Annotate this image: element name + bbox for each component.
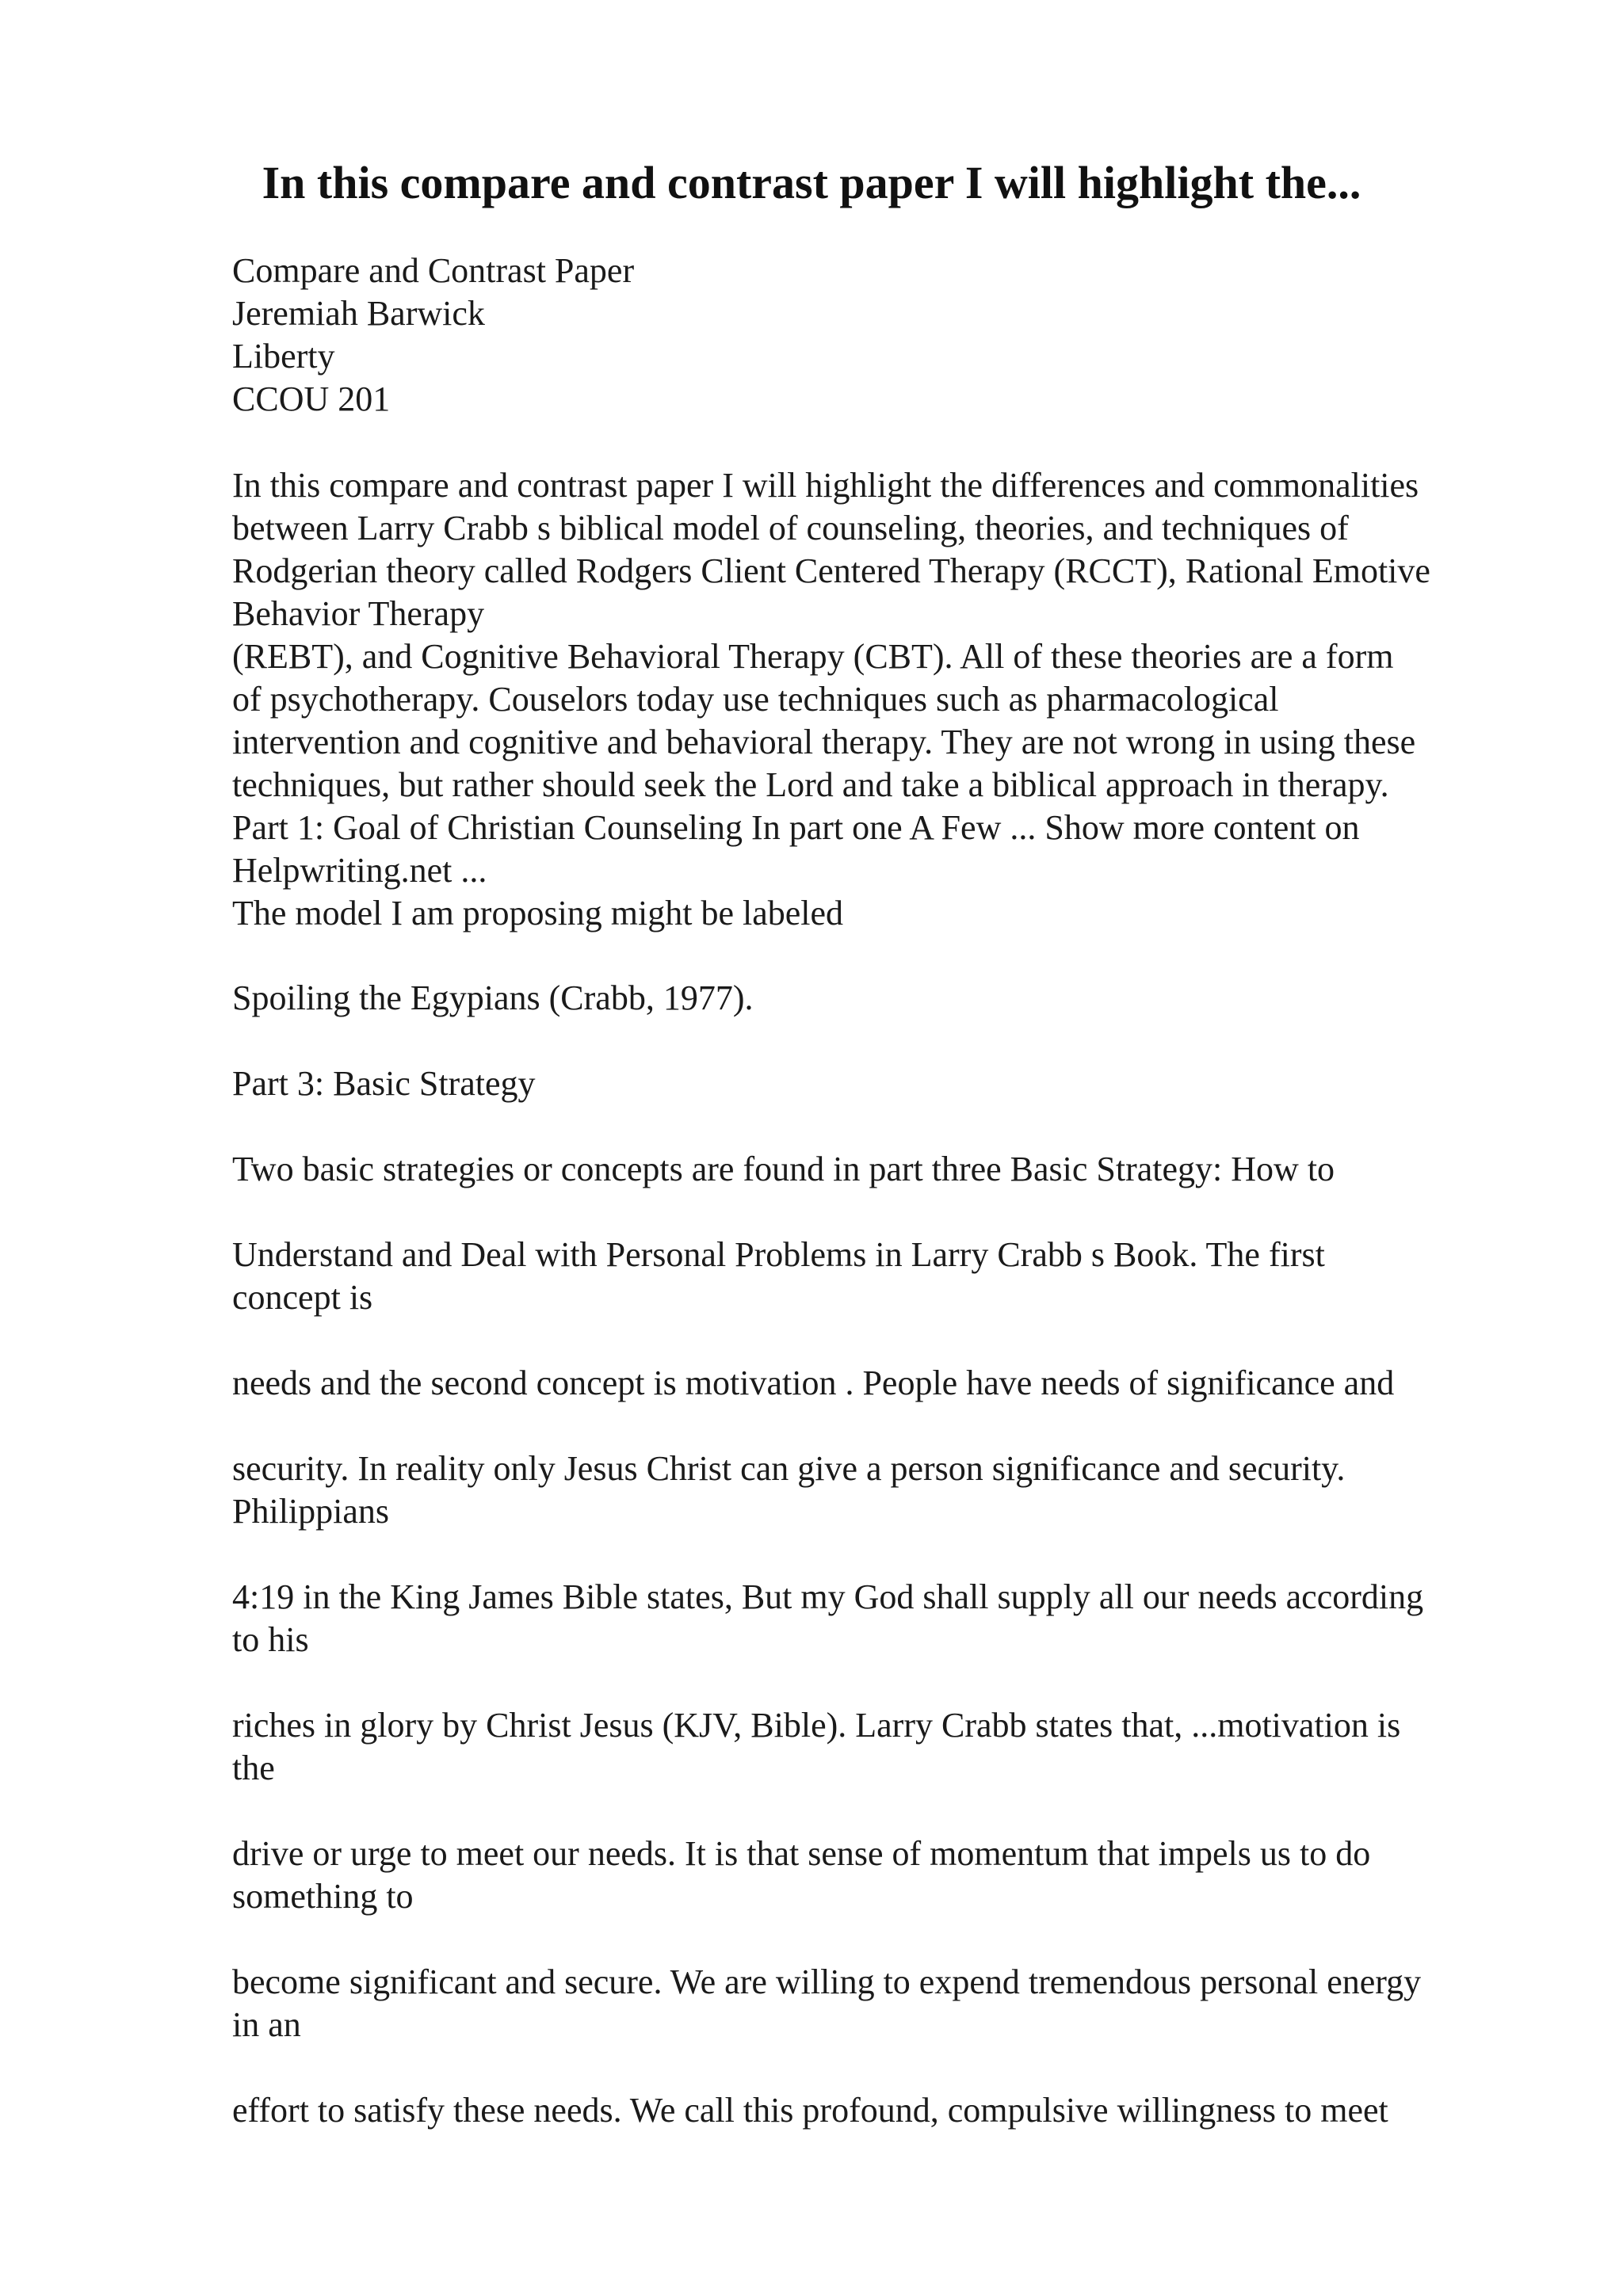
text-line: Rodgerian theory called Rodgers Client Centered Therapy (RCCT), Rational Emotive	[232, 551, 1430, 590]
text-line: in an	[232, 2005, 301, 2044]
text-line: concept is	[232, 1278, 373, 1317]
page-title: In this compare and contrast paper I will highlight the...	[262, 157, 1361, 208]
header-block	[232, 250, 1516, 421]
text-block	[232, 1234, 1516, 1319]
text-line: needs and the second concept is motivation . People have needs of significance and	[232, 1363, 1395, 1402]
text-line: Helpwriting.net ...	[232, 851, 487, 890]
text-line: drive or urge to meet our needs. It is that sense of momentum that impels us to do	[232, 1834, 1371, 1873]
course-code-line: CCOU 201	[232, 379, 391, 418]
text-line: Behavior Therapy	[232, 594, 485, 633]
text-line: 4:19 in the King James Bible states, But my God shall supply all our needs according	[232, 1577, 1424, 1616]
text-line: the	[232, 1749, 275, 1787]
intro-paragraph	[232, 464, 1516, 935]
section-heading-part3	[232, 1062, 1516, 1105]
text-line: between Larry Crabb s biblical model of counseling, theories, and techniques of	[232, 509, 1349, 547]
text-line: Part 3: Basic Strategy	[232, 1064, 536, 1103]
text-block	[232, 1148, 1516, 1191]
text-line: Part 1: Goal of Christian Counseling In part one A Few ... Show more content on	[232, 808, 1360, 847]
text-line: of psychotherapy. Couselors today use techniques such as pharmacological	[232, 680, 1279, 719]
school-line: Liberty	[232, 337, 335, 376]
text-line: effort to satisfy these needs. We call this profound, compulsive willingness to meet	[232, 2091, 1388, 2130]
text-line: Spoiling the Egypians (Crabb, 1977).	[232, 978, 754, 1017]
text-block	[232, 1961, 1516, 2046]
text-line: riches in glory by Christ Jesus (KJV, Bible). Larry Crabb states that, ...motivation is	[232, 1706, 1401, 1745]
text-line: techniques, but rather should seek the Lord and take a biblical approach in therapy.	[232, 765, 1389, 804]
text-line: (REBT), and Cognitive Behavioral Therapy (CBT). All of these theories are a form	[232, 637, 1394, 676]
text-line: Two basic strategies or concepts are found in part three Basic Strategy: How to	[232, 1150, 1335, 1188]
text-line: intervention and cognitive and behavioral therapy. They are not wrong in using these	[232, 723, 1416, 761]
course-title-line: Compare and Contrast Paper	[232, 251, 635, 290]
text-block	[232, 1704, 1516, 1790]
text-line: something to	[232, 1877, 414, 1916]
text-line: to his	[232, 1620, 309, 1659]
text-block	[232, 1833, 1516, 1918]
text-line: security. In reality only Jesus Christ can give a person significance and security.	[232, 1449, 1346, 1488]
text-block	[232, 1447, 1516, 1533]
text-line: The model I am proposing might be labeled	[232, 894, 844, 933]
text-line: In this compare and contrast paper I will highlight the differences and commonalities	[232, 466, 1419, 505]
text-block	[232, 1362, 1516, 1405]
text-block-spoiling	[232, 977, 1516, 1020]
text-block	[232, 2089, 1516, 2132]
text-block	[232, 1576, 1516, 1661]
text-line: Philippians	[232, 1492, 390, 1531]
author-line: Jeremiah Barwick	[232, 294, 485, 333]
text-line: Understand and Deal with Personal Problems in Larry Crabb s Book. The first	[232, 1235, 1325, 1274]
text-line: become significant and secure. We are willing to expend tremendous personal energy	[232, 1962, 1422, 2001]
